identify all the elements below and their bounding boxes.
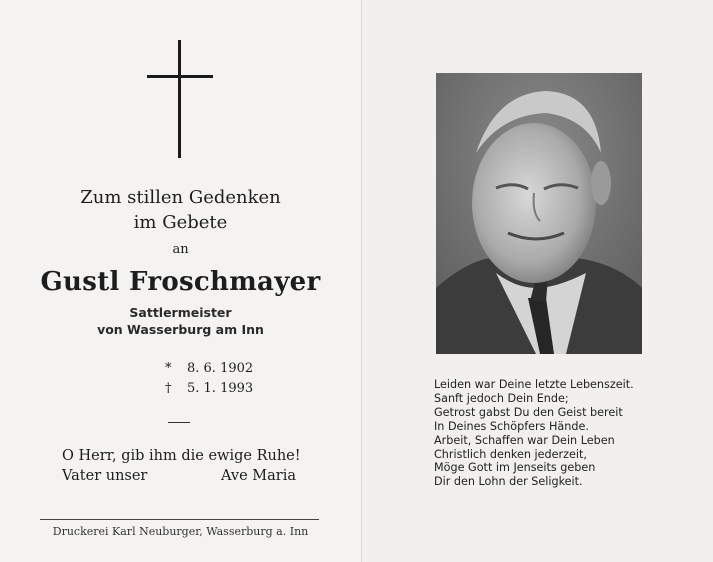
prayer-block [62, 448, 302, 484]
poem-line: Dir den Lohn der Seligkeit. [434, 475, 583, 489]
death-symbol: † [165, 381, 172, 396]
birth-date-row [165, 359, 253, 379]
an-label: an [172, 242, 189, 257]
prayer-ave-maria: Ave Maria [221, 468, 296, 484]
occupation: Sattlermeister [129, 305, 232, 320]
life-dates [165, 359, 253, 399]
prayer-vater-unser: Vater unser [62, 468, 148, 484]
origin: von Wasserburg am Inn [97, 322, 264, 337]
deceased-name: Gustl Froschmayer [40, 267, 321, 297]
poem-line: Sanft jedoch Dein Ende; [434, 391, 569, 405]
short-divider [168, 422, 190, 423]
birth-date: 8. 6. 1902 [187, 361, 254, 376]
deceased-description [0, 304, 361, 338]
heading-line-1: Zum stillen Gedenken [80, 187, 281, 208]
poem-line: In Deines Schöpfers Hände. [434, 419, 589, 433]
prayer-row [62, 468, 302, 484]
portrait-illustration [436, 73, 642, 354]
memorial-poem [434, 378, 634, 489]
heading-line-2: im Gebete [133, 212, 228, 233]
prayer-line: O Herr, gib ihm die ewige Ruhe! [62, 448, 301, 464]
death-date: 5. 1. 1993 [187, 381, 254, 396]
portrait-photo [436, 73, 642, 354]
birth-symbol: * [165, 361, 172, 376]
poem-line: Arbeit, Schaffen war Dein Leben [434, 433, 615, 447]
poem-line: Christlich denken jederzeit, [434, 447, 587, 461]
printer-credit: Druckerei Karl Neuburger, Wasserburg a. Inn [52, 525, 309, 538]
footer-rule [40, 519, 319, 520]
poem-line: Möge Gott im Jenseits geben [434, 461, 596, 475]
poem-line: Getrost gabst Du den Geist bereit [434, 405, 623, 419]
death-date-row [165, 379, 253, 399]
cross-icon [147, 40, 213, 158]
poem-line: Leiden war Deine letzte Lebenszeit. [434, 378, 634, 391]
memorial-heading [0, 185, 361, 235]
